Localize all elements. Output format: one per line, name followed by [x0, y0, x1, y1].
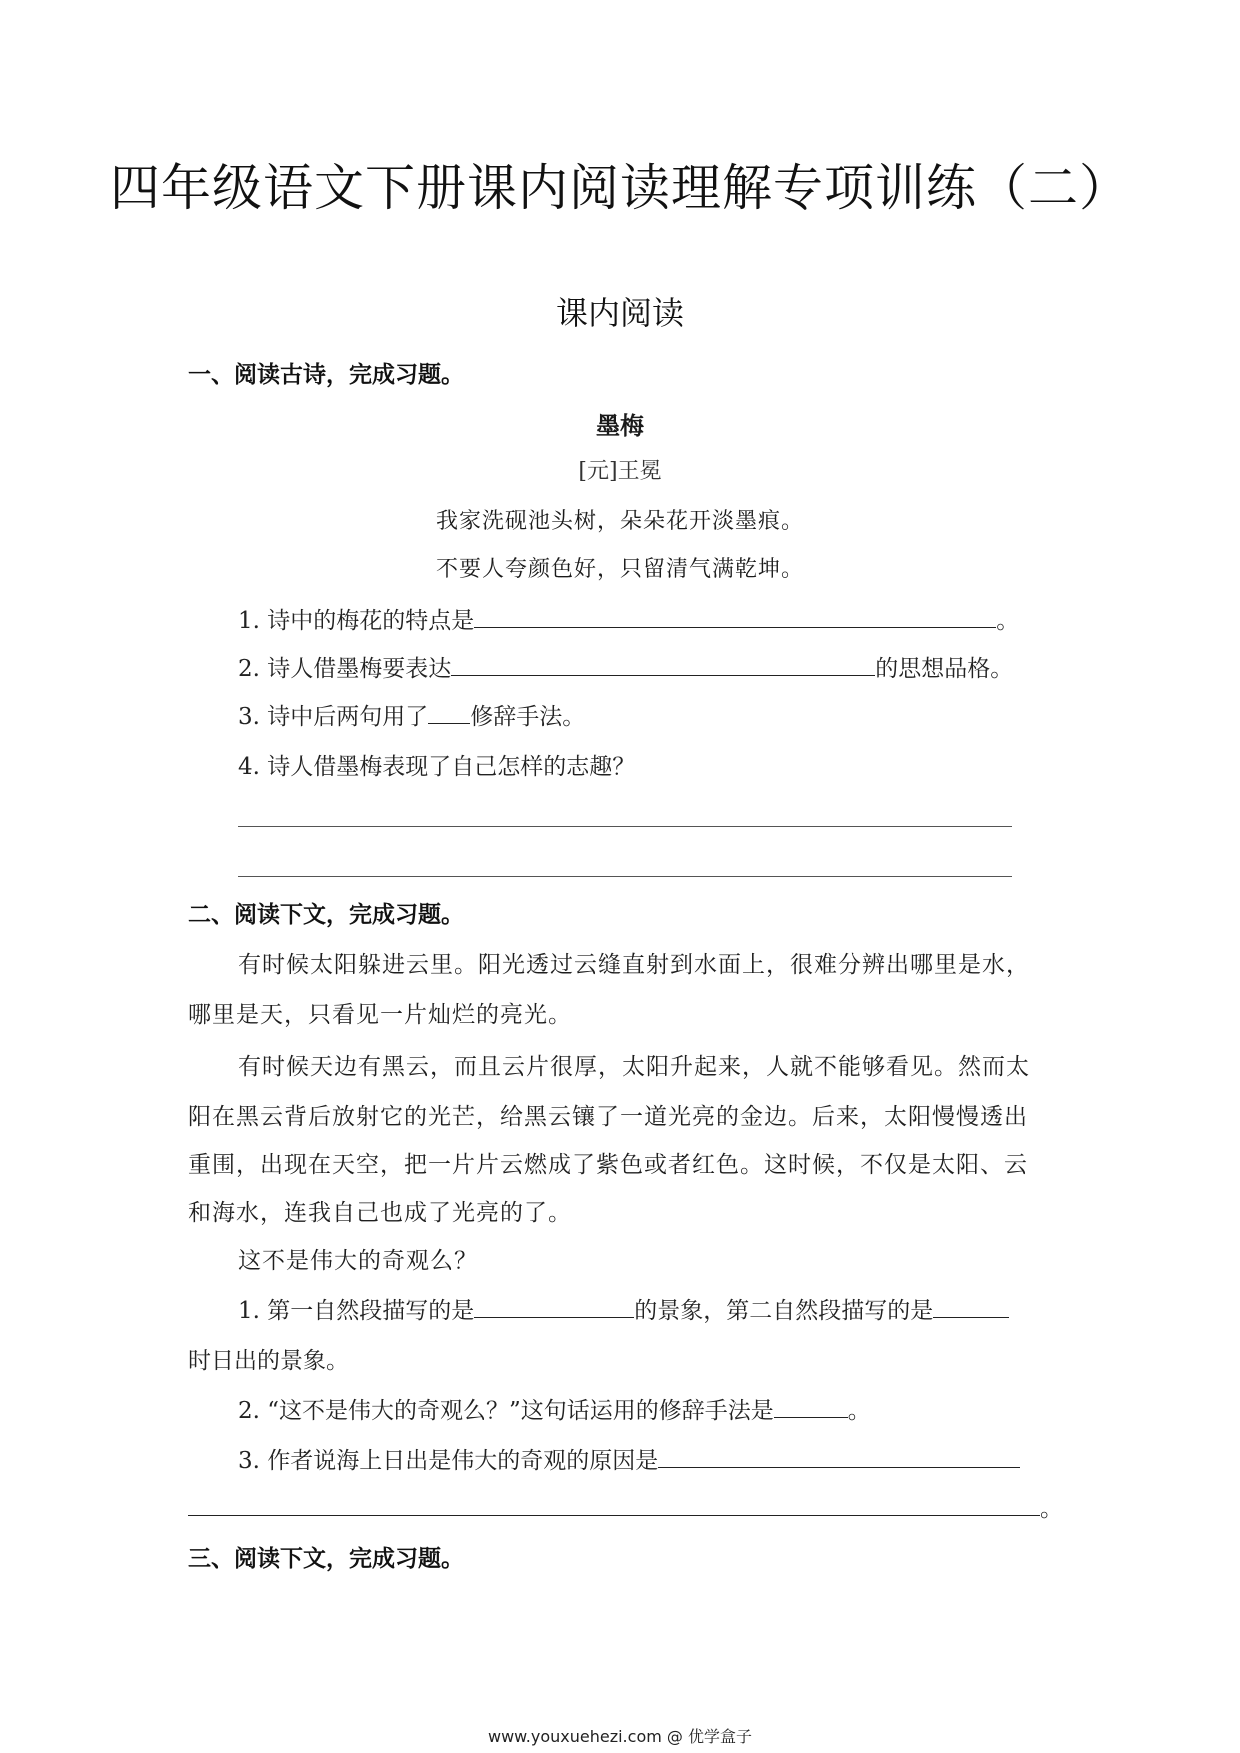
paragraph-line: 阳在黑云背后放射它的光芒，给黑云镶了一道光亮的金边。后来，太阳慢慢透出 [188, 1104, 1028, 1130]
section-subtitle: 课内阅读 [555, 294, 684, 332]
paragraph-line: 重围，出现在天空，把一片片云燃成了紫色或者红色。这时候，不仅是太阳、云 [188, 1152, 1028, 1178]
s1-question-2 [238, 650, 1013, 683]
s1-question-3 [238, 698, 585, 731]
q-text: 修辞手法。 [470, 704, 586, 730]
footer-watermark: www.youxuehezi.com @ 优学盒子 [488, 1727, 752, 1746]
s1-question-4: 4. 诗人借墨梅表现了自己怎样的志趣？ [238, 754, 636, 780]
q-text: 1. 第一自然段描写的是 [238, 1298, 475, 1324]
q-text: 的思想品格。 [875, 656, 1014, 682]
q-text: 2. “这不是伟大的奇观么？”这句话运用的修辞手法是 [238, 1398, 774, 1424]
answer-blank[interactable] [428, 699, 470, 724]
paragraph-line: 哪里是天，只看见一片灿烂的亮光。 [188, 1002, 572, 1028]
s2-question-1 [238, 1292, 1009, 1325]
q-text: 2. 诗人借墨梅要表达 [238, 656, 452, 682]
q-text: 的景象，第二自然段描写的是 [634, 1298, 934, 1324]
q-text: 3. 作者说海上日出是伟大的奇观的原因是 [238, 1448, 659, 1474]
s1-question-1 [238, 602, 1019, 635]
section2-heading: 二、阅读下文，完成习题。 [188, 902, 464, 928]
q-text: 。 [847, 1398, 871, 1424]
page-title: 四年级语文下册课内阅读理解专项训练（二） [110, 159, 1130, 217]
answer-blank[interactable] [658, 1443, 1020, 1468]
answer-line[interactable] [238, 826, 1012, 827]
answer-blank[interactable] [188, 1491, 1040, 1516]
q-text: 3. 诗中后两句用了 [238, 704, 429, 730]
poem-line: 不要人夸颜色好，只留清气满乾坤。 [435, 557, 804, 582]
poem-author: [元]王冕 [578, 459, 662, 484]
answer-blank[interactable] [474, 603, 996, 628]
poem-line: 我家洗砚池头树，朵朵花开淡墨痕。 [435, 509, 804, 534]
section1-heading: 一、阅读古诗，完成习题。 [188, 362, 464, 388]
section3-heading: 三、阅读下文，完成习题。 [188, 1546, 464, 1572]
poem-title: 墨梅 [596, 412, 644, 440]
answer-line[interactable] [238, 876, 1012, 877]
answer-blank[interactable] [774, 1393, 848, 1418]
paragraph-line: 有时候天边有黑云，而且云片很厚，太阳升起来，人就不能够看见。然而太 [238, 1054, 1030, 1080]
paragraph-line: 有时候太阳躲进云里。阳光透过云缝直射到水面上，很难分辨出哪里是水， [238, 952, 1030, 978]
s2-question-3-cont [188, 1490, 1063, 1523]
q-text: 。 [1040, 1496, 1063, 1522]
paragraph-line: 和海水，连我自己也成了光亮的了。 [188, 1200, 572, 1226]
q-text: 。 [996, 608, 1020, 634]
s2-question-1-cont: 时日出的景象。 [188, 1348, 349, 1374]
q-text: 1. 诗中的梅花的特点是 [238, 608, 475, 634]
answer-blank[interactable] [474, 1293, 634, 1318]
answer-blank[interactable] [933, 1293, 1009, 1318]
paragraph-line: 这不是伟大的奇观么？ [238, 1248, 478, 1274]
s2-question-2 [238, 1392, 871, 1425]
answer-blank[interactable] [451, 651, 875, 676]
s2-question-3 [238, 1442, 1020, 1475]
